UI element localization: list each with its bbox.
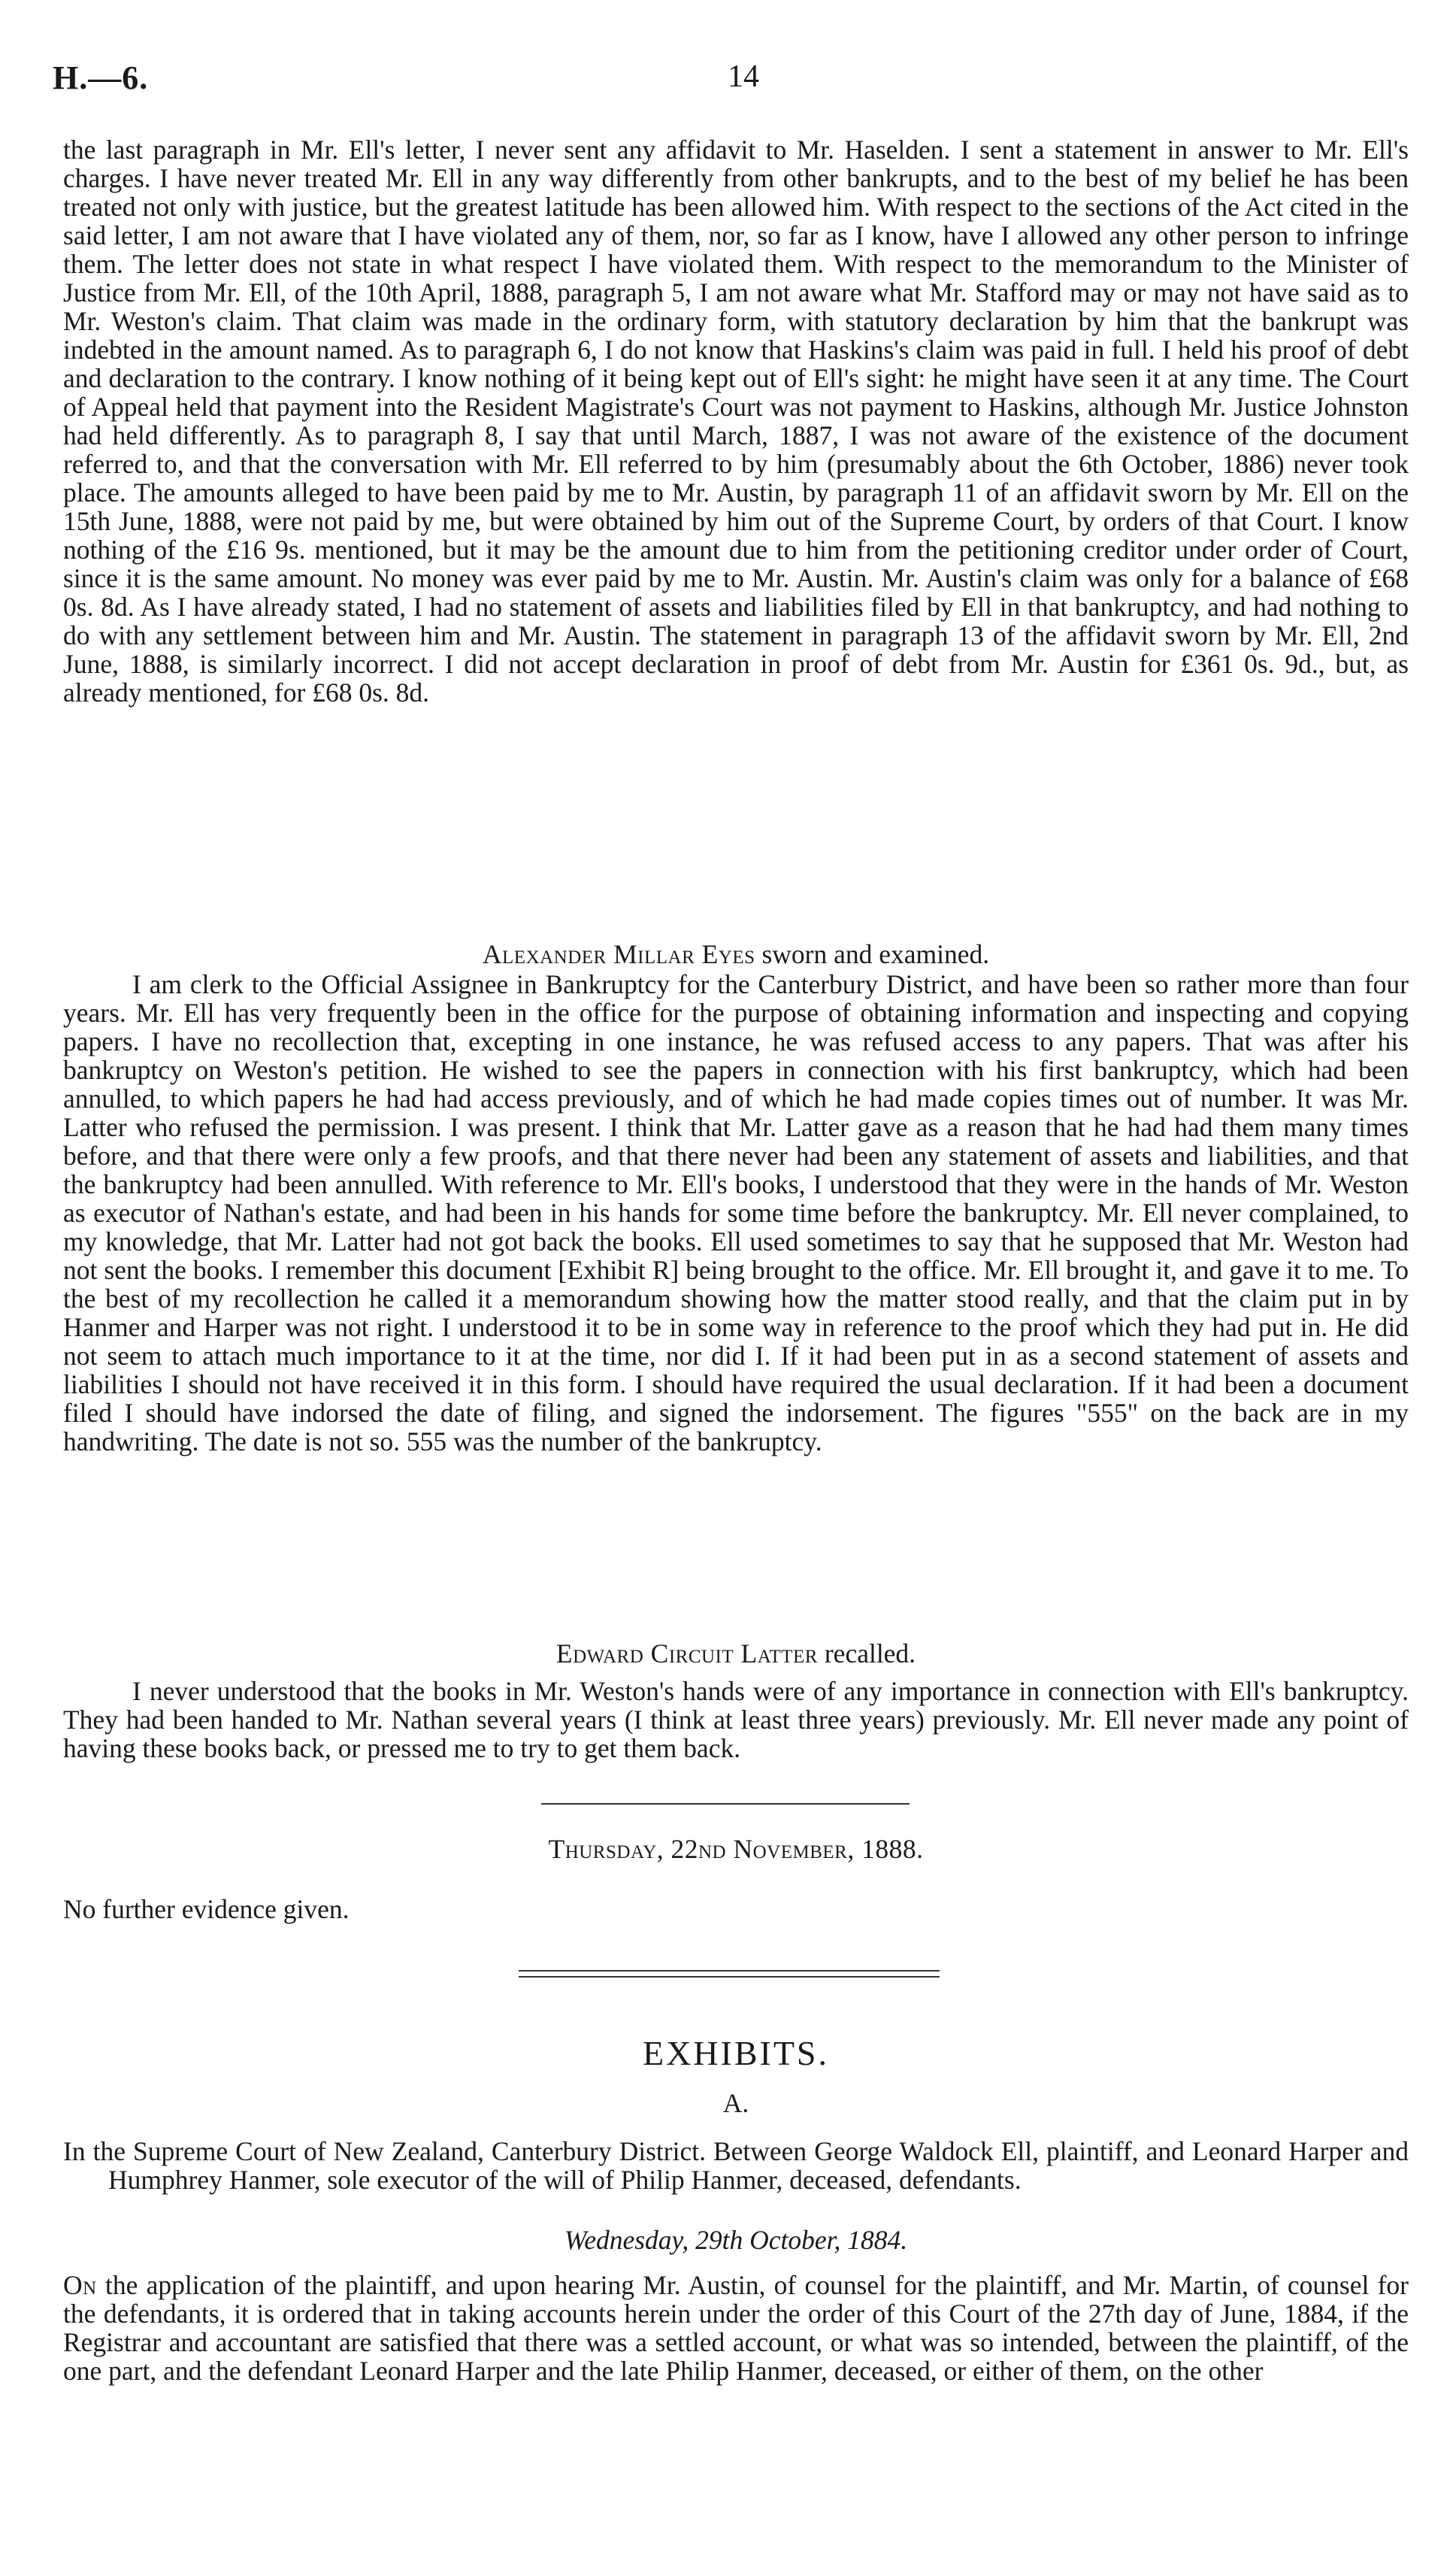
witness-name: Edward Circuit Latter bbox=[555, 1638, 818, 1668]
paragraph: I never understood that the books in Mr. Weston's hands were of any importance in connection with Ell's bankruptcy. They had been handed to Mr. Nathan several years (I think at least three years) previously. Mr. Ell never made any point of having these books back, or pressed me to try to get them back. bbox=[63, 1676, 1409, 1763]
witness-name: Alexander Millar Eyes bbox=[482, 939, 755, 969]
double-divider-bottom bbox=[519, 1976, 940, 1978]
order-text: the application of the plaintiff, and upon hearing Mr. Austin, of counsel for the plaintiff, and Mr. Martin, of counsel for the defendants, it is ordered that in taking accounts herein under the order of this Court of the 27th day of June, 1884, if the Registrar and accountant are satisfied that there was a settled account, or what was so intended, between the plaintiff, of the one part, and the defendant Leonard Harper and the late Philip Hanmer, deceased, or either of them, on the other bbox=[63, 2270, 1409, 2386]
witness-status: recalled. bbox=[817, 1638, 916, 1668]
witness-status: sworn and examined. bbox=[755, 939, 990, 969]
date-heading bbox=[63, 1835, 1409, 1863]
order-first-word: On bbox=[63, 2270, 97, 2300]
double-divider-top bbox=[519, 1970, 940, 1972]
no-further-evidence bbox=[63, 1895, 1409, 1923]
exhibit-order bbox=[63, 2271, 1409, 2385]
paragraph: the last paragraph in Mr. Ell's letter, I never sent any affidavit to Mr. Haselden. I sent a statement in answer to Mr. Ell's charges. I have never treated Mr. Ell in any way differently from other bankrupts, and to the best of my belief he has been treated not only with justice, but the greatest latitude has been allowed him. With respect to the sections of the Act cited in the said letter, I am not aware that I have violated any of them, nor, so far as I know, have I allowed any other person to infringe them. The letter does not state in what respect I have violated them. With respect to the memorandum to the Minister of Justice from Mr. Ell, of the 10th April, 1888, paragraph 5, I am not aware what Mr. Stafford may or may not have said as to Mr. Weston's claim. That claim was made in the ordinary form, with statutory declaration by him that the bankrupt was indebted in the amount named. As to paragraph 6, I do not know that Haskins's claim was paid in full. I held his proof of debt and declaration to the contrary. I know nothing of it being kept out of Ell's sight: he might have seen it at any time. The Court of Appeal held that payment into the Resident Magistrate's Court was not payment to Haskins, although Mr. Justice Johnston had held differently. As to paragraph 8, I say that until March, 1887, I was not aware of the existence of the document referred to, and that the conversation with Mr. Ell referred to by him (presumably about the 6th October, 1886) never took place. The amounts alleged to have been paid by me to Mr. Austin, by paragraph 11 of an affidavit sworn by Mr. Ell on the 15th June, 1888, were not paid by me, but were obtained by him out of the Supreme Court, by orders of that Court. I know nothing of the £16 9s. mentioned, but it may be the amount due to him from the petitioning creditor under order of Court, since it is the same amount. No money was ever paid by me to Mr. Austin. Mr. Austin's claim was only for a balance of £68 0s. 8d. As I have already stated, I had no statement of assets and liabilities filed by Ell in that bankruptcy, and had nothing to do with any settlement between him and Mr. Austin. The statement in paragraph 13 of the affidavit sworn by Mr. Ell, 2nd June, 1888, is similarly incorrect. I did not accept declaration in proof of debt from Mr. Austin for £361 0s. 9d., but, as already mentioned, for £68 0s. 8d. bbox=[63, 135, 1409, 708]
testimony-continued bbox=[63, 135, 1409, 707]
closing-line: No further evidence given. bbox=[63, 1894, 350, 1924]
caption-text: In the Supreme Court of New Zealand, Canterbury District. Between George Waldock Ell, plaintiff, and Leonard Harper and Humphrey Hanmer, sole executor of the will of Philip Hanmer, deceased, defendants. bbox=[63, 2136, 1409, 2195]
exhibit-letter: A. bbox=[722, 2088, 749, 2118]
exhibit-caption bbox=[63, 2137, 1409, 2194]
witness-heading-eyes bbox=[63, 940, 1409, 968]
series-header: H.—6. bbox=[53, 59, 149, 96]
witness-heading-latter bbox=[63, 1639, 1409, 1668]
page-number: 14 bbox=[728, 59, 759, 94]
short-divider bbox=[541, 1803, 910, 1805]
testimony-latter bbox=[63, 1677, 1409, 1762]
testimony-eyes bbox=[63, 970, 1409, 1456]
exhibit-date: Wednesday, 29th October, 1884. bbox=[564, 2225, 908, 2255]
paragraph: I am clerk to the Official Assignee in Bankruptcy for the Canterbury District, and have been so rather more than four years. Mr. Ell has very frequently been in the office for the purpose of obtaining information and inspecting and copying papers. I have no recollection that, excepting in one instance, he was refused access to any papers. That was after his bankruptcy on Weston's petition. He wished to see the papers in connection with his first bankruptcy, which had been annulled, to which papers he had had access previously, and of which he had made copies times out of number. It was Mr. Latter who refused the permission. I was present. I think that Mr. Latter gave as a reason that he had had them many times before, and that there were only a few proofs, and that there never had been any statement of assets and liabilities, and that the bankruptcy had been annulled. With reference to Mr. Ell's books, I understood that they were in the hands of Mr. Weston as executor of Nathan's estate, and had been in his hands for some time before the bankruptcy. Mr. Ell never complained, to my knowledge, that Mr. Latter had not got back the books. Ell used sometimes to say that he supposed that Mr. Weston had not sent the books. I remember this document [Exhibit R] being brought to the office. Mr. Ell brought it, and gave it to me. To the best of my recollection he called it a memorandum showing how the matter stood really, and that the claim put in by Hanmer and Harper was not right. I understood it to be in some way in reference to the proof which they had put in. He did not seem to attach much importance to it at the time, nor did I. If it had been put in as a second statement of assets and liabilities I should not have received it in this form. I should have required the usual declaration. If it had been a document filed I should have indorsed the date of filing, and signed the indorsement. The figures "555" on the back are in my handwriting. The date is not so. 555 was the number of the bankruptcy. bbox=[63, 969, 1409, 1456]
date-text: Thursday, 22nd November, 1888. bbox=[548, 1834, 924, 1864]
exhibits-title: EXHIBITS. bbox=[642, 2034, 830, 2072]
